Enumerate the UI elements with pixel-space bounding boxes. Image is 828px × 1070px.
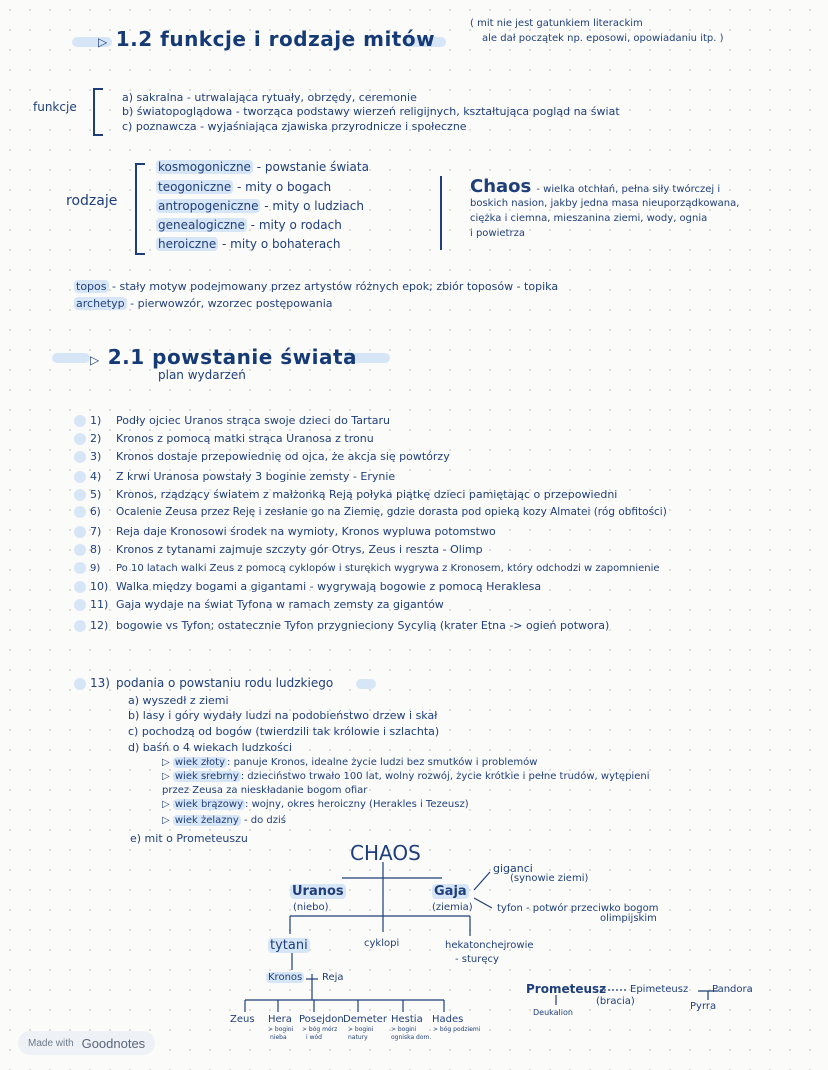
funkcje-label: funkcje	[33, 100, 77, 114]
list-item: 6) Ocalenie Zeusa przez Reję i zesłanie go na Ziemię, gdzie dorasta pod opieką kozy Almatei (róg obfitości)	[74, 506, 667, 518]
triangle-icon: ▷	[162, 771, 173, 782]
rodzaje-item: teogoniczne - mity o bogach	[158, 180, 332, 194]
list-item: 7) Reja daje Kronosowi środek na wymioty, Kronos wypluwa potomstwo	[74, 525, 496, 538]
age-item: ▷ wiek srebrny : dzieciństwo trwało 100 lat, wolny rozwój, życie krótkie i pełne trudów, wytępieni	[162, 771, 650, 782]
tree-epimeteusz: Epimeteusz	[630, 984, 689, 995]
list-item: 9) Po 10 latach walki Zeus z pomocą cyklopów i sturękich wygrywa z Kronosem, który odchodzi w zapomnienie	[74, 562, 660, 574]
plan13-item-c: c) pochodzą od bogów (twierdzili tak królowie i szlachta)	[128, 725, 440, 738]
chaos-term: Chaos	[470, 176, 532, 197]
list-item: 2) Kronos z pomocą matki strąca Uranosa z tronu	[74, 432, 374, 445]
tree-child-note: > bogini	[268, 1026, 294, 1033]
tree-giganci-note: (synowie ziemi)	[510, 873, 589, 884]
tree-prometeusz: Prometeusz	[526, 982, 607, 996]
list-item: 8) Kronos z tytanami zajmuje szczyty gór Otrys, Zeus i reszta - Olimp	[74, 543, 483, 556]
tree-tyfon-note: olimpijskim	[600, 913, 657, 924]
tree-deukalion: Deukalion	[533, 1008, 573, 1017]
rodzaje-item: heroiczne - mity o bohaterach	[158, 237, 341, 251]
tree-reja: Reja	[322, 972, 344, 983]
chaos-definition: Chaos - wielka otchłań, pełna siły twórczej i	[470, 176, 721, 197]
tree-uranos: Uranos	[292, 884, 344, 899]
tree-child-note: > bogini	[348, 1026, 374, 1033]
age-item-continued: przez Zeusa za nieskładanie bogom ofiar	[162, 785, 368, 796]
plan13-item-e: e) mit o Prometeuszu	[130, 832, 248, 845]
chaos-line3: ciężka i ciemna, mieszanina ziemi, wody, ognia	[470, 213, 708, 224]
tree-hekaton-note: - sturęcy	[455, 954, 499, 965]
triangle-icon: ▷	[162, 815, 173, 826]
tree-child-note: nieba	[270, 1034, 287, 1041]
age-item: ▷ wiek żelazny - do dziś	[162, 815, 286, 826]
tree-giganci: giganci	[493, 862, 533, 875]
tree-kronos: Kronos	[268, 972, 303, 983]
rodzaje-item: kosmogoniczne - powstanie świata	[158, 160, 369, 174]
tree-root-chaos: CHAOS	[350, 841, 421, 865]
funkcje-item-c: c) poznawcza - wyjaśniająca zjawiska przyrodnicze i społeczne	[122, 120, 467, 133]
tree-child: Hades	[432, 1014, 464, 1025]
tree-gaja-note: (ziemia)	[432, 902, 473, 913]
tree-child-note: i wód	[306, 1034, 322, 1041]
rodzaje-label: rodzaje	[66, 193, 118, 209]
tree-child: Demeter	[343, 1014, 387, 1025]
funkcje-item-a: a) sakralna - utrwalająca rytuały, obrzędy, ceremonie	[122, 91, 417, 104]
topos-definition: topos - stały motyw podejmowany przez artystów różnych epok; zbiór toposów - topika	[76, 280, 559, 293]
list-item: 4) Z krwi Uranosa powstały 3 boginie zemsty - Erynie	[74, 470, 395, 483]
funkcje-item-b: b) światopoglądowa - tworząca podstawy wierzeń religijnych, kształtująca pogląd na świat	[122, 105, 620, 118]
plan13-item-a: a) wyszedł z ziemi	[128, 694, 229, 707]
chaos-line4: i powietrza	[470, 228, 525, 239]
plan13-item-d: d) baśń o 4 wiekach ludzkości	[128, 741, 292, 754]
list-item: 11) Gaja wydaje na świat Tyfona w ramach zemsty za gigantów	[74, 598, 444, 611]
section2-title: ▷ 2.1 powstanie świata	[90, 345, 358, 369]
section1-title: ▷ 1.2 funkcje i rodzaje mitów	[98, 27, 436, 51]
tree-child: Hera	[268, 1014, 292, 1025]
section1-note-line1: ( mit nie jest gatunkiem literackim	[470, 18, 643, 29]
list-item: 3) Kronos dostaje przepowiednię od ojca, że akcja się powtórzy	[74, 450, 450, 463]
list-item: 1) Podły ojciec Uranos strąca swoje dzieci do Tartaru	[74, 414, 390, 427]
list-item-13: 13) podania o powstaniu rodu ludzkiego	[74, 676, 333, 690]
tree-hekaton: hekatonchejrowie	[445, 940, 534, 951]
tree-child: Zeus	[230, 1014, 255, 1025]
made-with-goodnotes-badge: Made with Goodnotes	[18, 1031, 155, 1055]
section1-note-line2: ale dał początek np. eposowi, opowiadaniu itp. )	[482, 33, 724, 44]
play-triangle-icon: ▷	[98, 35, 108, 49]
tree-tyfon: tyfon - potwór przeciwko bogom	[497, 903, 659, 914]
tree-pyrra: Pyrra	[690, 1001, 717, 1012]
archetyp-definition: archetyp - pierwowzór, wzorzec postępowania	[76, 297, 333, 310]
plan13-item-b: b) lasy i góry wydały ludzi na podobieństwo drzew i skał	[128, 709, 438, 722]
triangle-icon: ▷	[162, 757, 173, 768]
list-item: 5) Kronos, rządzący światem z małżonką Reją połyka piątkę dzieci pamiętając o przepowiedni	[74, 488, 617, 501]
tree-pandora: Pandora	[712, 984, 753, 995]
rodzaje-item: antropogeniczne - mity o ludziach	[158, 199, 364, 213]
age-item: ▷ wiek brązowy : wojny, okres heroiczny (Herakles i Tezeusz)	[162, 799, 469, 810]
tree-tytani: tytani	[270, 938, 308, 953]
rodzaje-item: genealogiczne - mity o rodach	[158, 218, 342, 232]
tree-child-note: > bóg podziemi	[433, 1026, 481, 1033]
play-triangle-icon: ▷	[90, 353, 100, 367]
triangle-icon: ▷	[162, 799, 173, 810]
tree-child-note: > bogini	[391, 1026, 417, 1033]
list-item: 10) Walka między bogami a gigantami - wygrywają bogowie z pomocą Heraklesa	[74, 580, 541, 593]
tree-child-note: > bóg mórz	[302, 1026, 338, 1033]
tree-child-note: natury	[348, 1034, 368, 1041]
tree-gaja: Gaja	[434, 884, 467, 899]
tree-cyklopi: cyklopi	[364, 938, 400, 949]
tree-child: Posejdon	[299, 1014, 344, 1025]
tree-uranos-note: (niebo)	[293, 902, 329, 913]
age-item: ▷ wiek złoty : panuje Kronos, idealne życie ludzi bez smutków i problemów	[162, 757, 538, 768]
tree-bracia: (bracia)	[596, 996, 635, 1007]
list-item: 12) bogowie vs Tyfon; ostatecznie Tyfon przygnieciony Sycylią (krater Etna -> ogień potwora)	[74, 619, 609, 632]
tree-child-note: ogniska dom.	[391, 1034, 432, 1041]
goodnotes-logo: Goodnotes	[81, 1035, 146, 1051]
chaos-line2: boskich nasion, jakby jedna masa nieuporządkowana,	[470, 198, 740, 209]
tree-child: Hestia	[391, 1014, 423, 1025]
section2-subtitle: plan wydarzeń	[158, 368, 246, 382]
